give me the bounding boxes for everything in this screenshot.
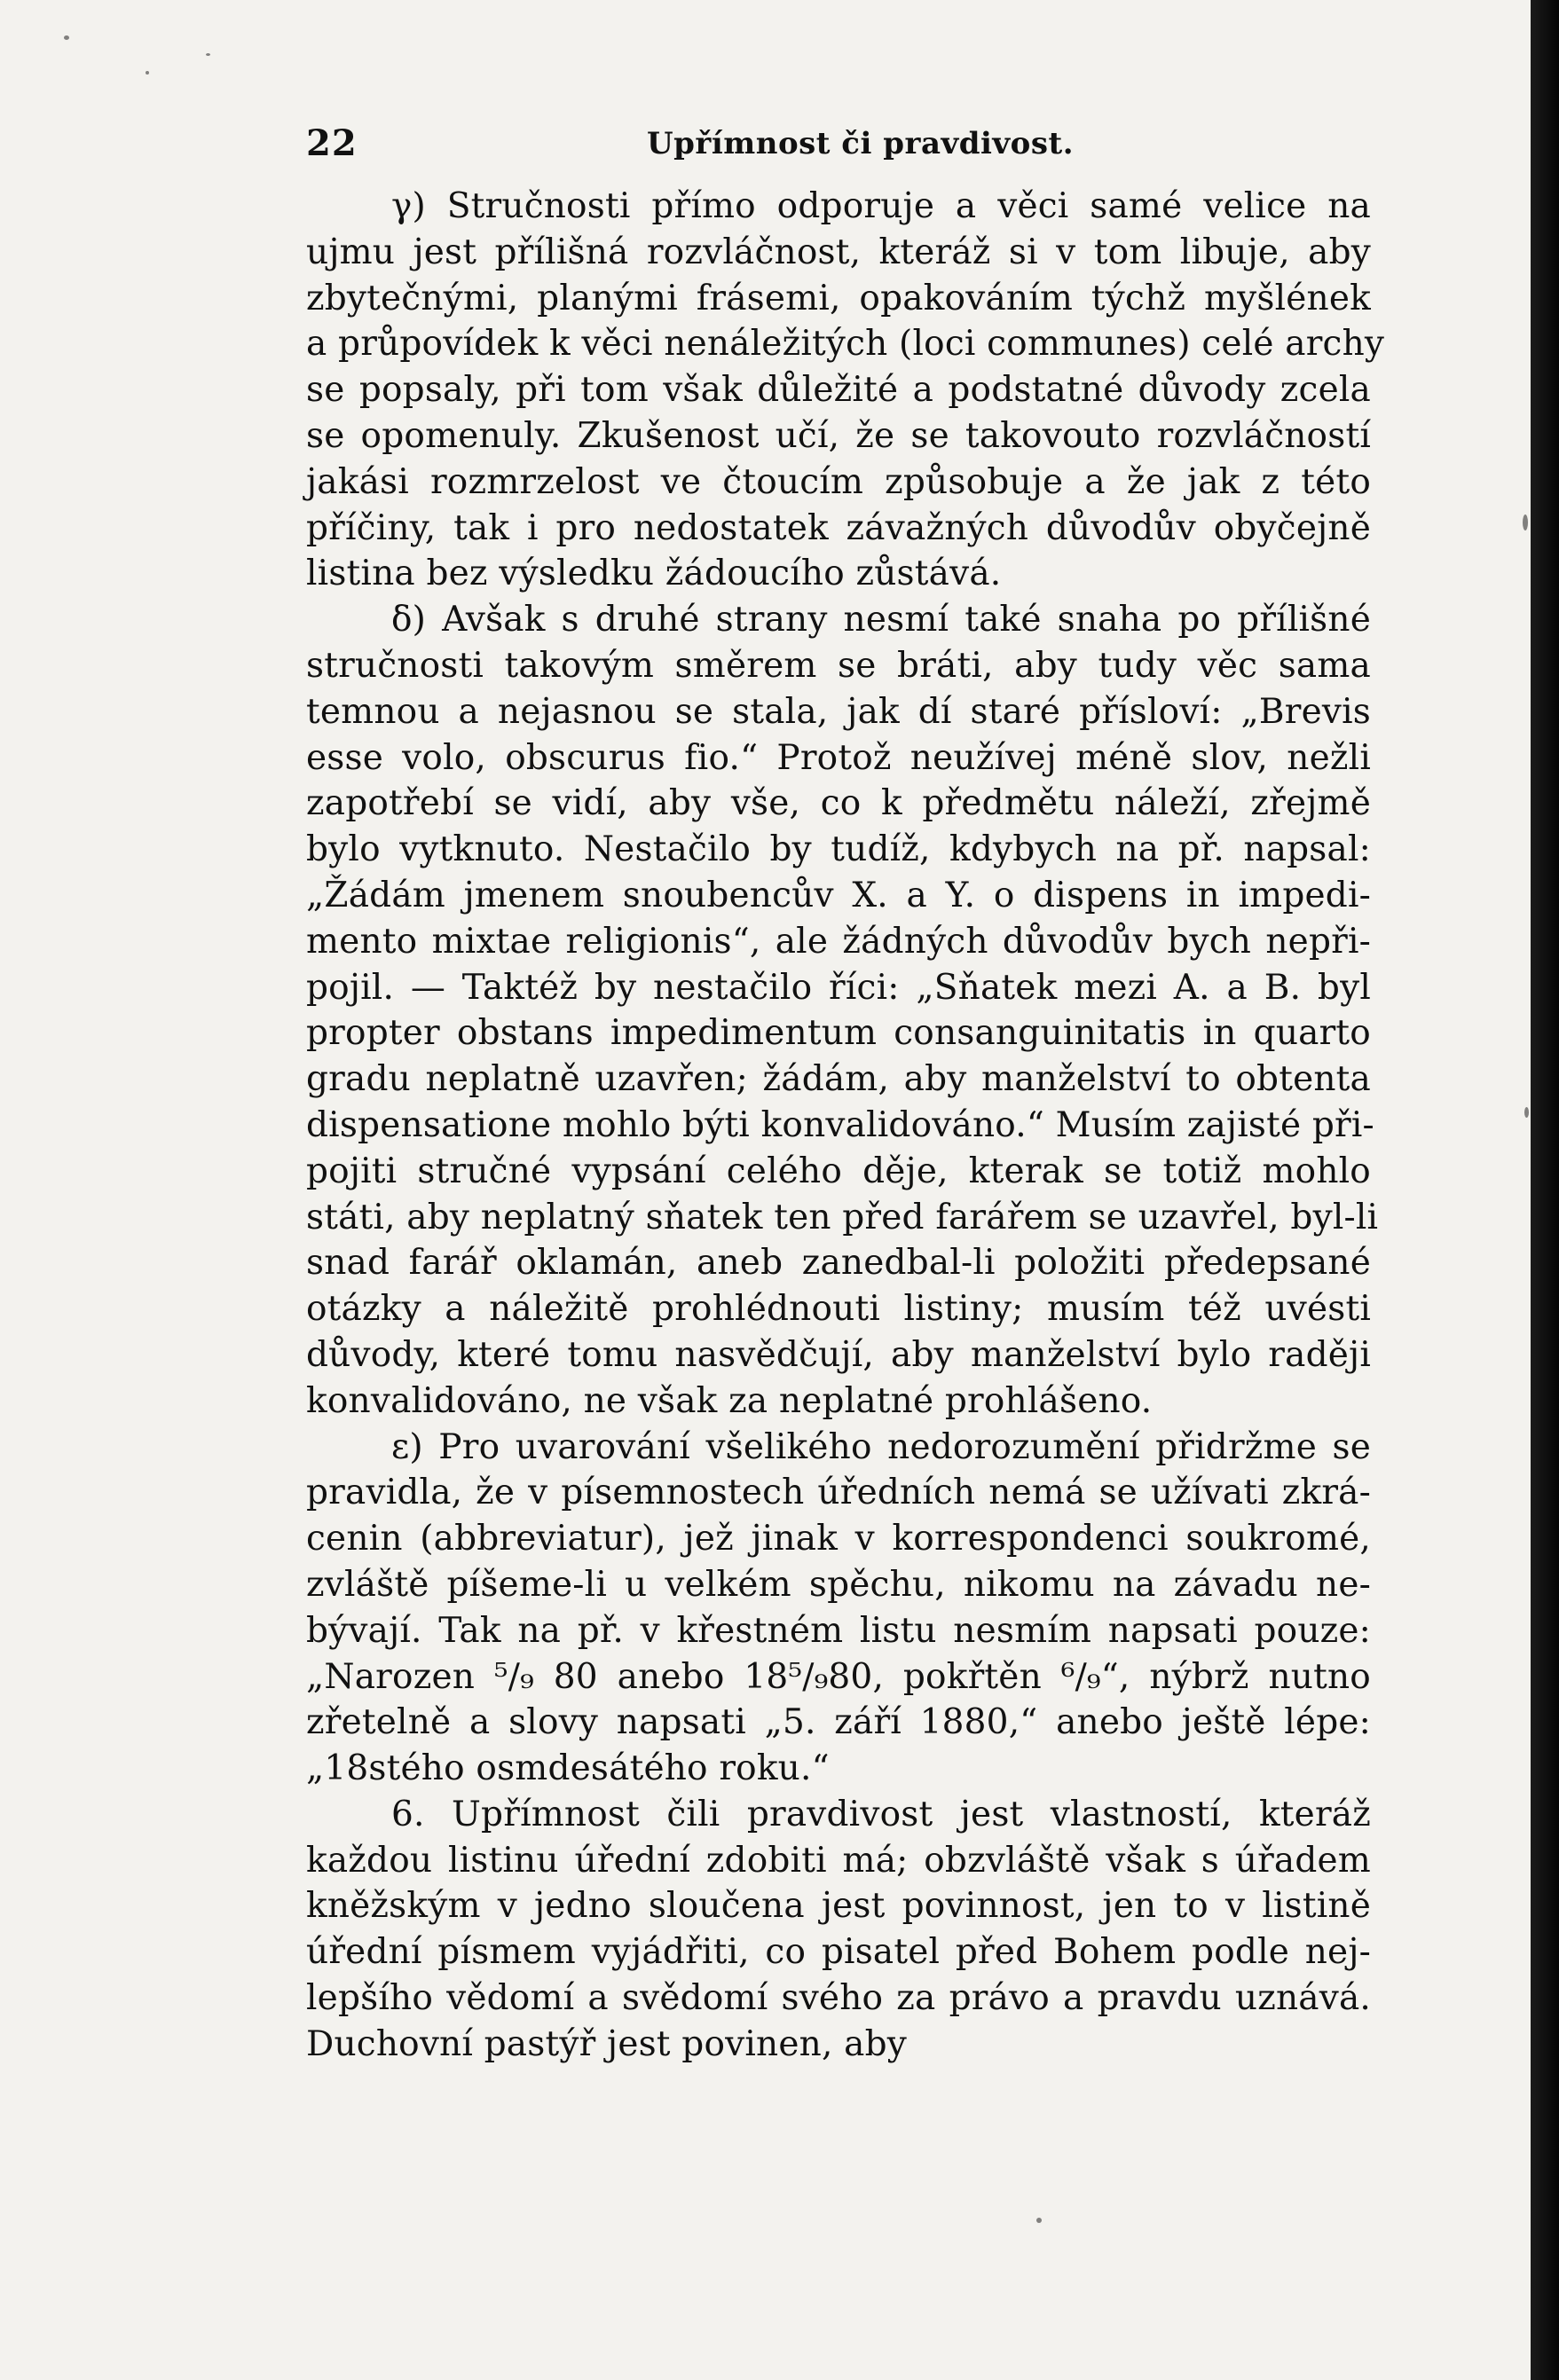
text-line: Duchovní pastýř jest povinen, aby [306, 2023, 907, 2064]
text-line: ujmu jest přílišná rozvláčnost, kteráž si v tom libuje, aby [306, 232, 1371, 272]
body-text [306, 184, 1385, 2068]
running-title: Upřímnost či pravdivost. [647, 126, 1075, 161]
text-line: δ) Avšak s druhé strany nesmí také snaha po přílišné [391, 600, 1371, 640]
text-line: konvalidováno, ne však za neplatné prohlášeno. [306, 1380, 1153, 1421]
text-line: se popsaly, při tom však důležité a podstatné důvody zcela [306, 370, 1371, 411]
text-line: kněžským v jedno sloučena jest povinnost, jen to v listině [306, 1886, 1371, 1927]
text-line: lepšího vědomí a svědomí svého za právo a pravdu uznává. [306, 1978, 1371, 2019]
text-line: 6. Upřímnost čili pravdivost jest vlastností, kteráž [391, 1794, 1371, 1834]
text-line: příčiny, tak i pro nedostatek závažných důvodův obyčejně [306, 507, 1371, 548]
text-line: bylo vytknuto. Nestačilo by tudíž, kdybych na př. napsal: [306, 829, 1371, 870]
text-line: a průpovídek k věci nenáležitých (loci communes) celé archy [306, 324, 1385, 365]
text-line: temnou a nejasnou se stala, jak dí staré přísloví: „Brevis [306, 691, 1371, 732]
text-line: pojil. — Taktéž by nestačilo říci: „Sňatek mezi A. a B. byl [306, 967, 1371, 1008]
text-line: esse volo, obscurus fio.“ Protož neužívej méně slov, nežli [306, 737, 1371, 778]
text-line: stručnosti takovým směrem se bráti, aby tudy věc sama [306, 645, 1371, 686]
text-line: zbytečnými, planými frásemi, opakováním týchž myšlének [306, 278, 1371, 318]
text-line: cenin (abbreviatur), jež jinak v korrespondenci soukromé, [306, 1519, 1371, 1559]
text-line: ε) Pro uvarování všelikého nedorozumění přidržme se [391, 1426, 1371, 1467]
text-line: jakási rozmrzelost ve čtoucím způsobuje a že jak z této [306, 461, 1371, 502]
page-header [306, 122, 1371, 176]
text-line: pravidla, že v písemnostech úředních nemá se užívati zkrá- [306, 1473, 1371, 1513]
text-line: mento mixtae religionis“, ale žádných důvodův bych nepři- [306, 921, 1371, 962]
text-line: propter obstans impedimentum consanguinitatis in quarto [306, 1013, 1371, 1054]
scan-edge [1531, 0, 1559, 2380]
text-line: „Narozen ⁵/₉ 80 anebo 18⁵/₉80, pokřtěn ⁶/₉“, nýbrž nutno [306, 1656, 1371, 1697]
paper-speck [1036, 2218, 1042, 2223]
text-line: dispensatione mohlo býti konvalidováno.“ Musím zajisté při- [306, 1104, 1374, 1145]
paper-speck [64, 35, 69, 40]
text-line: důvody, které tomu nasvědčují, aby manželství bylo raději [306, 1334, 1371, 1375]
text-line: bývají. Tak na př. v křestném listu nesmím napsati pouze: [306, 1610, 1371, 1651]
text-line: zapotřebí se vidí, aby vše, co k předmětu náleží, zřejmě [306, 783, 1371, 824]
text-line: pojiti stručné vypsání celého děje, kterak se totiž mohlo [306, 1151, 1371, 1191]
text-line: gradu neplatně uzavřen; žádám, aby manželství to obtenta [306, 1059, 1371, 1100]
text-line: snad farář oklamán, aneb zanedbal-li položiti předepsané [306, 1243, 1371, 1284]
paper-speck [1523, 514, 1528, 530]
paper-speck [146, 71, 149, 75]
paper-speck [206, 53, 210, 56]
text-line: každou listinu úřední zdobiti má; obzvláště však s úřadem [306, 1840, 1371, 1881]
text-line: „Žádám jmenem snoubencův X. a Y. o dispens in impedi- [306, 875, 1371, 915]
text-line: zvláště píšeme-li u velkém spěchu, nikomu na závadu ne- [306, 1564, 1371, 1605]
text-line: γ) Stručnosti přímo odporuje a věci samé velice na [391, 186, 1371, 226]
text-line: státi, aby neplatný sňatek ten před farářem se uzavřel, byl-li [306, 1197, 1379, 1237]
text-line: zřetelně a slovy napsati „5. září 1880,“ anebo ještě lépe: [306, 1702, 1371, 1743]
text-line: otázky a náležitě prohlédnouti listiny; musím též uvésti [306, 1289, 1371, 1330]
text-line: listina bez výsledku žádoucího zůstává. [306, 554, 1002, 594]
text-line: se opomenuly. Zkušenost učí, že se takovouto rozvláčností [306, 415, 1371, 456]
text-line: „18stého osmdesátého roku.“ [306, 1748, 830, 1789]
text-line: úřední písmem vyjádřiti, co pisatel před Bohem podle nej- [306, 1932, 1371, 1973]
paper-speck [1524, 1107, 1529, 1118]
page-number: 22 [306, 122, 358, 164]
